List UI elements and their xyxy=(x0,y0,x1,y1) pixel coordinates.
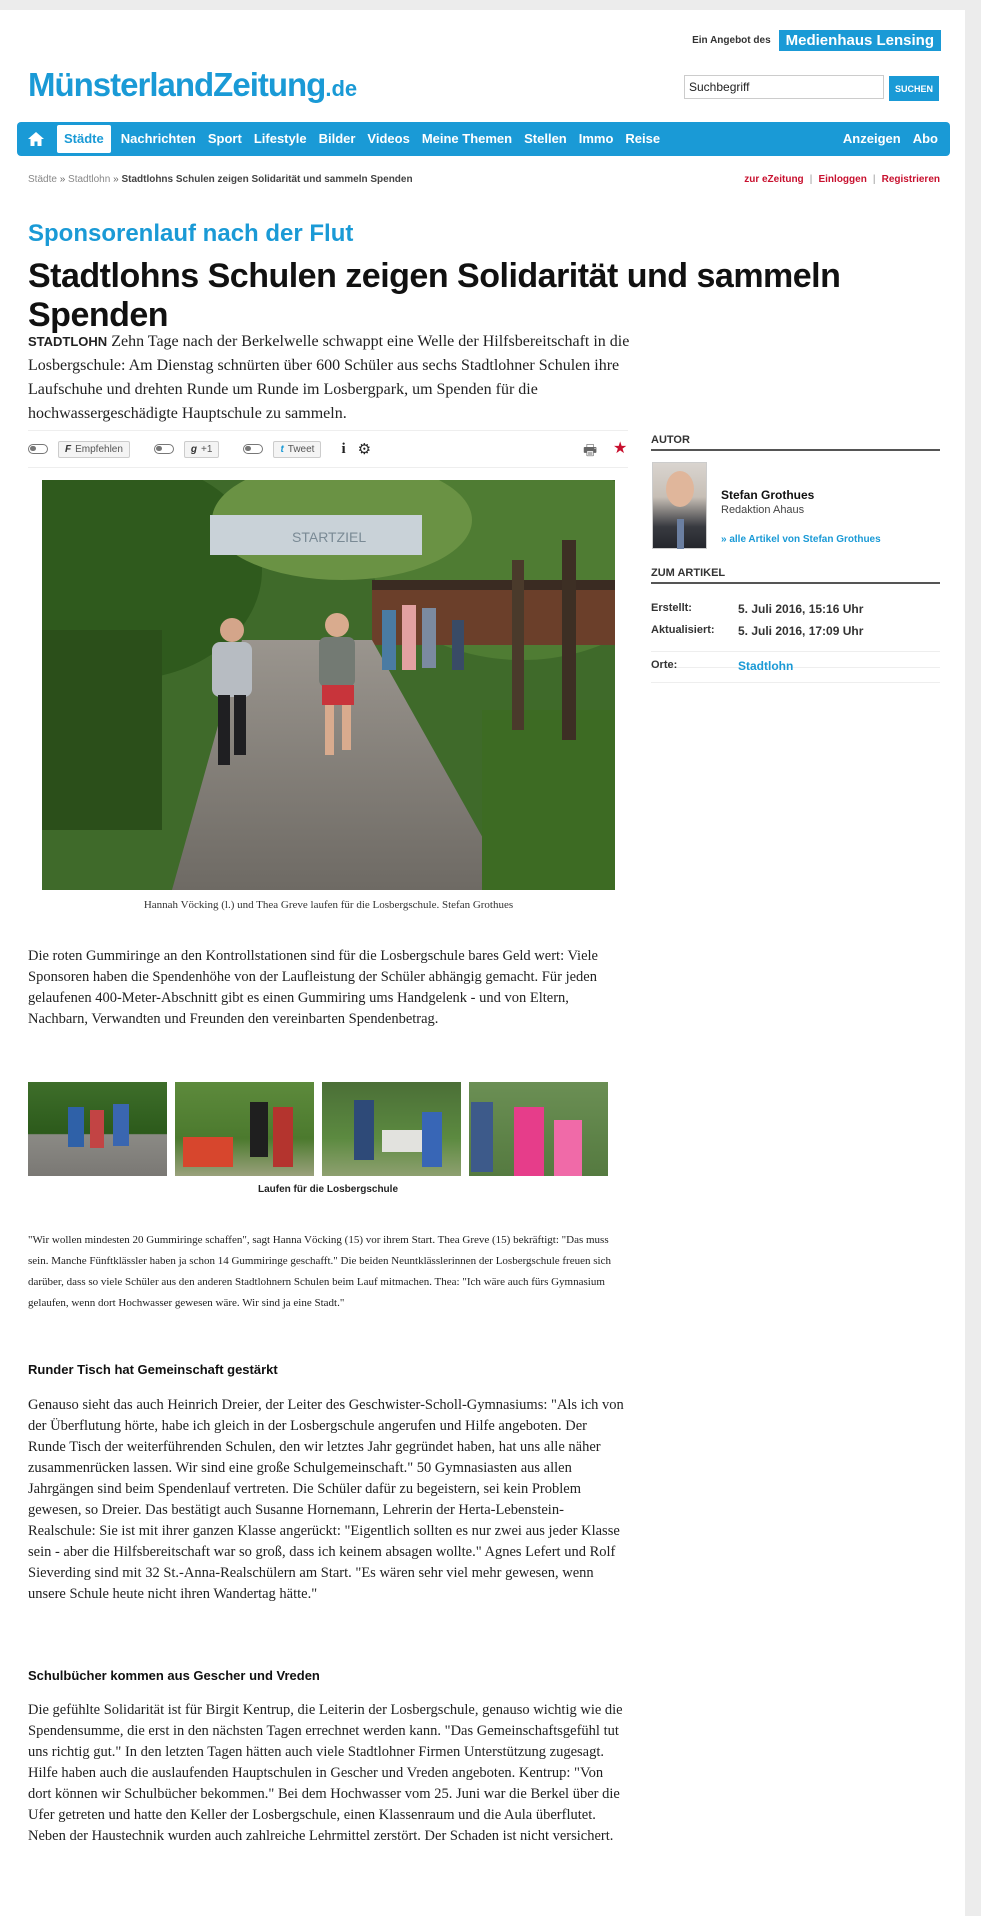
nav-item-reise[interactable]: Reise xyxy=(625,131,661,146)
article-paragraph-3: Die gefühlte Solidarität ist für Birgit Kentrup, die Leiterin der Losbergschule, genauso wichtig wie die Spendensumme, die erst in den nächsten Tagen errechnet werden kann. "Das Gemeinschaftsgefühl tut uns richtig gut." In den letzten Tagen hätten auch viele Stadtlohner Firmen Unterstützung zugesagt. Hilfe haben auch die auslaufenden Hauptschulen in Gescher und Vreden angeboten. Kentrup: "Von dort können wir Schulbücher bekommen." Bei dem Hochwasser vom 25. Juni war die Berkel über die Ufer getreten und hatte den Keller der Losbergschule, einen Klassenraum und die Aula überflutet. Neben der Haustechnik wurden auch zahlreiche Lehrmittel zerstört. Der Schaden ist nicht versichert. xyxy=(28,1702,623,1844)
tweet-button[interactable] xyxy=(273,441,321,458)
nav-item-anzeigen[interactable]: Anzeigen xyxy=(842,131,901,146)
article-kicker: Sponsorenlauf nach der Flut xyxy=(28,220,354,247)
account-divider: | xyxy=(872,174,876,185)
created-label: Erstellt: xyxy=(651,602,692,614)
favorite-star-icon[interactable]: ★ xyxy=(613,440,628,457)
article-photo[interactable] xyxy=(42,480,615,890)
social-bar xyxy=(28,430,628,468)
breadcrumb-separator: » xyxy=(113,174,119,185)
breadcrumb-separator: » xyxy=(59,174,66,185)
logo-main: MünsterlandZeitung xyxy=(28,66,326,103)
breadcrumb-item-stadtlohn[interactable]: Stadtlohn xyxy=(68,174,111,185)
publisher-logo[interactable]: Medienhaus Lensing xyxy=(779,30,941,51)
account-links xyxy=(744,174,940,185)
info-icon[interactable]: i xyxy=(341,440,346,457)
search-button[interactable]: SUCHEN xyxy=(889,76,939,101)
nav-item-immo[interactable]: Immo xyxy=(578,131,614,146)
places-link[interactable]: Stadtlohn xyxy=(738,659,794,673)
twitter-icon: t xyxy=(280,443,284,455)
gallery-thumb-2[interactable] xyxy=(175,1082,314,1176)
twitter-toggle[interactable] xyxy=(243,444,263,454)
article-paragraph-2: Genauso sieht das auch Heinrich Dreier, der Leiter des Geschwister-Scholl-Gymnasiums: "Als ich von der Überflutung hörte, habe ich gleich in der Losbergschule angerufen und Hilfe angeboten. Der Runde Tisch der weiterführenden Schulen, den wir letztes Jahr gegründet haben, hat uns alle näher zusammenrücken lassen. Wir sind eine große Schulgemeinschaft." 50 Gymnasiasten aus allen Jahrgängen sind beim Spendenlauf vertreten. Die Schüler dafür zu begeistern, sei kein Problem gewesen, so Dreier. Das bestätigt auch Susanne Hornemann, Lehrerin der Herta-Lebenstein-Realschule: Sie ist mit ihrer ganzen Klasse angerückt: "Eigentlich sollten es nur zwei aus jeder Klasse sein - aber die Hilfsbereitschaft war so groß, dass ich keinem absagen wollte." Agnes Lefert und Rolf Sieverding sind mit 32 St.-Anna-Realschülern am Start. "Es wären sehr viel mehr gewesen, wenn unsere Schule heute nicht ihren Wandertag hätte." xyxy=(28,1397,624,1602)
nav-item-sport[interactable]: Sport xyxy=(207,131,242,146)
facebook-label: Empfehlen xyxy=(75,443,123,455)
author-department: Redaktion Ahaus xyxy=(721,504,805,516)
gear-icon[interactable]: ⚙ xyxy=(357,441,372,458)
article-paragraph-1: Die roten Gummiringe an den Kontrollstationen sind für die Losbergschule bares Geld wert: Viele Sponsoren haben die Spendenhöhe von der Laufleistung der Schüler abhängig gemacht. Für jeden gelaufenen 400-Meter-Abschnitt gibt es einen Gummiring ums Handgelenk - und von Eltern, Nachbarn, Verwandten und Freunden den vereinbarten Spendenbetrag. xyxy=(28,948,598,1027)
nav-item-abo[interactable]: Abo xyxy=(912,131,938,146)
article-quote-paragraph: "Wir wollen mindesten 20 Gummiringe schaffen", sagt Hanna Vöcking (15) vor ihrem Start. Thea Greve (15) bekräftigt: "Das muss sein. Manche Fünftklässler haben ja schon 14 Gummiringe geschafft." Die beiden Neuntklässlerinnen der Losbergschule freuen sich darüber, dass so viele Schüler aus den anderen Stadtlohnern Schulen beim Lauf mitmachen. Thea: "Ich wäre auch fürs Gymnasium gelaufen, wenn dort Hochwasser gewesen wäre. Wir sind ja eine Stadt." xyxy=(28,1234,611,1309)
gplus-label: +1 xyxy=(201,443,213,455)
nav-item-bilder[interactable]: Bilder xyxy=(318,131,356,146)
sidebar-divider xyxy=(651,682,940,683)
home-icon xyxy=(27,131,45,147)
created-value: 5. Juli 2016, 15:16 Uhr xyxy=(738,602,864,616)
gallery-thumb-1[interactable] xyxy=(28,1082,167,1176)
banner-text: STARTZIEL xyxy=(292,529,367,545)
main-nav xyxy=(17,122,950,156)
created-row xyxy=(651,602,940,622)
gallery-thumb-3[interactable] xyxy=(322,1082,461,1176)
gallery-thumb-4[interactable] xyxy=(469,1082,608,1176)
article-title: Stadtlohns Schulen zeigen Solidarität und sammeln Spenden xyxy=(28,257,841,334)
tweet-label: Tweet xyxy=(287,443,315,455)
offer-label: Ein Angebot des xyxy=(692,35,771,46)
author-articles-link[interactable]: » alle Artikel von Stefan Grothues xyxy=(721,534,881,545)
gallery-caption: Laufen für die Losbergschule xyxy=(257,1184,399,1195)
gplus-button[interactable] xyxy=(184,441,220,458)
places-label: Orte: xyxy=(651,659,678,671)
nav-item-meine-themen[interactable]: Meine Themen xyxy=(421,131,513,146)
nav-item-lifestyle[interactable]: Lifestyle xyxy=(253,131,307,146)
places-row xyxy=(651,657,940,673)
author-portrait[interactable] xyxy=(652,462,707,549)
search-input[interactable] xyxy=(684,75,884,99)
facebook-toggle[interactable] xyxy=(28,444,48,454)
breadcrumb-item-staedte[interactable]: Städte xyxy=(28,174,57,185)
facebook-icon: F xyxy=(65,443,72,455)
page xyxy=(0,10,965,1916)
print-icon[interactable]: 🖶 xyxy=(583,442,598,459)
article-info-heading: ZUM ARTIKEL xyxy=(651,567,940,584)
ezeitung-link[interactable]: zur eZeitung xyxy=(744,174,804,185)
nav-item-stellen[interactable]: Stellen xyxy=(524,131,567,146)
updated-row xyxy=(651,624,940,652)
author-heading: AUTOR xyxy=(651,434,940,451)
nav-item-videos[interactable]: Videos xyxy=(367,131,410,146)
subheading-schulbuecher: Schulbücher kommen aus Gescher und Vreden xyxy=(28,1668,320,1683)
site-logo[interactable] xyxy=(28,66,357,104)
nav-item-staedte[interactable]: Städte xyxy=(57,125,111,153)
photo-scene xyxy=(42,480,615,890)
photo-gallery xyxy=(28,1082,608,1176)
nav-home[interactable] xyxy=(17,122,55,156)
portrait-face xyxy=(666,471,694,507)
login-link[interactable]: Einloggen xyxy=(818,174,867,185)
subheading-runder-tisch: Runder Tisch hat Gemeinschaft gestärkt xyxy=(28,1362,278,1377)
breadcrumb xyxy=(28,174,413,185)
breadcrumb-current: Stadtlohns Schulen zeigen Solidarität und sammeln Spenden xyxy=(121,174,413,185)
author-name: Stefan Grothues xyxy=(721,488,815,502)
gplus-icon: g xyxy=(190,443,198,455)
logo-tld: .de xyxy=(325,76,358,101)
account-divider: | xyxy=(809,174,813,185)
register-link[interactable]: Registrieren xyxy=(881,174,940,185)
lead-text: Zehn Tage nach der Berkelwelle schwappt eine Welle der Hilfsbereitschaft in die Losbergschule: Am Dienstag schnürten über 600 Schüler aus sechs Stadtlohner Schulen ihre Laufschuhe und drehten Runde um Runde im Losbergpark, um Spenden für die hochwassergeschädigte Hauptschule zu sammeln. xyxy=(28,333,630,422)
updated-label: Aktualisiert: xyxy=(651,624,715,636)
photo-caption: Hannah Vöcking (l.) und Thea Greve laufen für die Losbergschule. Stefan Grothues xyxy=(143,899,514,911)
portrait-tie xyxy=(677,519,684,549)
facebook-like-button[interactable] xyxy=(58,441,130,458)
lead-place: STADTLOHN xyxy=(28,334,108,349)
article-lead xyxy=(28,330,653,426)
nav-item-nachrichten[interactable]: Nachrichten xyxy=(120,131,196,146)
publisher-offer xyxy=(692,30,941,51)
updated-value: 5. Juli 2016, 17:09 Uhr xyxy=(738,624,864,638)
gplus-toggle[interactable] xyxy=(154,444,174,454)
